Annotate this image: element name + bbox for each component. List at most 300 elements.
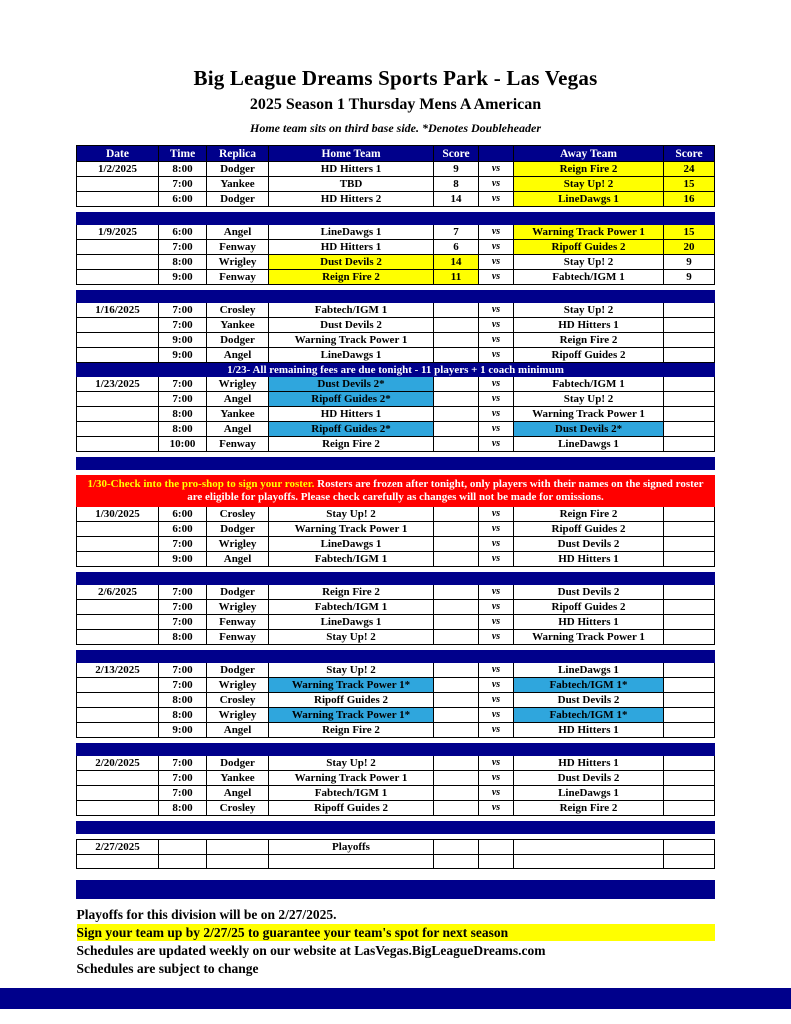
- away-score-cell: 15: [664, 225, 715, 240]
- vs-cell: vs: [479, 270, 514, 285]
- home-score-cell: [434, 840, 479, 855]
- replica-cell: [207, 840, 269, 855]
- vs-cell: vs: [479, 177, 514, 192]
- vs-cell: vs: [479, 225, 514, 240]
- away-score-cell: [664, 708, 715, 723]
- schedule-row: [77, 786, 715, 801]
- home-score-cell: [434, 407, 479, 422]
- time-cell: 7:00: [159, 318, 207, 333]
- vs-cell: vs: [479, 801, 514, 816]
- time-cell: 8:00: [159, 255, 207, 270]
- home-score-cell: [434, 377, 479, 392]
- replica-cell: Fenway: [207, 630, 269, 645]
- away-team-cell: Fabtech/IGM 1*: [514, 708, 664, 723]
- schedule-table-body: [77, 162, 715, 899]
- home-score-cell: [434, 693, 479, 708]
- away-team-column-header: Away Team: [514, 146, 664, 162]
- time-cell: 7:00: [159, 392, 207, 407]
- vs-cell: vs: [479, 723, 514, 738]
- schedule-row: [77, 678, 715, 693]
- away-team-cell: HD Hitters 1: [514, 723, 664, 738]
- replica-cell: Angel: [207, 786, 269, 801]
- away-score-cell: 9: [664, 270, 715, 285]
- navy-divider: [77, 573, 715, 585]
- home-team-cell: Fabtech/IGM 1: [269, 303, 434, 318]
- home-score-cell: [434, 723, 479, 738]
- schedule-row: [77, 855, 715, 869]
- date-cell: [77, 708, 159, 723]
- home-score-cell: [434, 801, 479, 816]
- home-team-cell: Stay Up! 2: [269, 663, 434, 678]
- away-team-cell: Fabtech/IGM 1: [514, 270, 664, 285]
- schedule-row: [77, 552, 715, 567]
- time-cell: 9:00: [159, 270, 207, 285]
- vs-cell: vs: [479, 348, 514, 363]
- replica-cell: Yankee: [207, 177, 269, 192]
- home-team-cell: Ripoff Guides 2: [269, 693, 434, 708]
- home-score-cell: [434, 333, 479, 348]
- date-cell: [77, 348, 159, 363]
- away-team-cell: Fabtech/IGM 1: [514, 377, 664, 392]
- home-score-cell: 14: [434, 192, 479, 207]
- schedule-row: [77, 437, 715, 452]
- away-team-cell: Dust Devils 2: [514, 537, 664, 552]
- vs-cell: vs: [479, 786, 514, 801]
- home-team-cell: Warning Track Power 1*: [269, 678, 434, 693]
- date-cell: [77, 771, 159, 786]
- home-team-cell: Fabtech/IGM 1: [269, 600, 434, 615]
- schedule-row: [77, 693, 715, 708]
- replica-cell: Angel: [207, 723, 269, 738]
- time-cell: 7:00: [159, 771, 207, 786]
- time-cell: 6:00: [159, 225, 207, 240]
- vs-column-header: [479, 146, 514, 162]
- away-score-cell: [664, 303, 715, 318]
- time-cell: 7:00: [159, 240, 207, 255]
- home-team-note: Home team sits on third base side. *Denotes Doubleheader: [250, 121, 541, 135]
- away-team-cell: Warning Track Power 1: [514, 407, 664, 422]
- date-cell: [77, 522, 159, 537]
- away-team-cell: HD Hitters 1: [514, 552, 664, 567]
- home-team-cell: LineDawgs 1: [269, 225, 434, 240]
- page-title: Big League Dreams Sports Park - Las Vegas: [193, 66, 598, 90]
- away-score-cell: [664, 422, 715, 437]
- replica-cell: Angel: [207, 422, 269, 437]
- schedule-row: [77, 407, 715, 422]
- time-cell: 9:00: [159, 723, 207, 738]
- navy-divider: [77, 651, 715, 663]
- time-cell: 7:00: [159, 600, 207, 615]
- time-cell: 8:00: [159, 407, 207, 422]
- schedule-table: [76, 145, 715, 899]
- vs-cell: vs: [479, 392, 514, 407]
- replica-cell: Fenway: [207, 240, 269, 255]
- vs-cell: vs: [479, 333, 514, 348]
- away-score-column-header: Score: [664, 146, 715, 162]
- away-team-cell: Reign Fire 2: [514, 507, 664, 522]
- home-team-cell: Ripoff Guides 2*: [269, 422, 434, 437]
- time-cell: 9:00: [159, 333, 207, 348]
- replica-cell: Fenway: [207, 437, 269, 452]
- schedule-row: [77, 507, 715, 522]
- away-score-cell: 24: [664, 162, 715, 177]
- home-team-cell: Warning Track Power 1*: [269, 708, 434, 723]
- home-team-cell: HD Hitters 2: [269, 192, 434, 207]
- vs-cell: vs: [479, 303, 514, 318]
- date-cell: [77, 537, 159, 552]
- home-score-cell: [434, 437, 479, 452]
- home-score-cell: [434, 771, 479, 786]
- away-score-cell: [664, 663, 715, 678]
- schedule-row: [77, 422, 715, 437]
- replica-cell: Wrigley: [207, 537, 269, 552]
- replica-cell: Fenway: [207, 270, 269, 285]
- replica-cell: Wrigley: [207, 708, 269, 723]
- vs-cell: vs: [479, 708, 514, 723]
- vs-cell: vs: [479, 437, 514, 452]
- divider-row: [77, 291, 715, 303]
- away-score-cell: 20: [664, 240, 715, 255]
- time-cell: 8:00: [159, 422, 207, 437]
- schedule-row: [77, 177, 715, 192]
- home-team-cell: LineDawgs 1: [269, 537, 434, 552]
- footer-line: Sign your team up by 2/27/25 to guarantee your team's spot for next season: [77, 924, 715, 941]
- vs-cell: vs: [479, 615, 514, 630]
- away-score-cell: [664, 840, 715, 855]
- date-cell: [77, 693, 159, 708]
- date-cell: 2/20/2025: [77, 756, 159, 771]
- home-team-cell: Fabtech/IGM 1: [269, 786, 434, 801]
- home-score-cell: 7: [434, 225, 479, 240]
- away-score-cell: 15: [664, 177, 715, 192]
- schedule-row: [77, 801, 715, 816]
- date-cell: 1/30/2025: [77, 507, 159, 522]
- vs-cell: vs: [479, 192, 514, 207]
- home-team-cell: Playoffs: [269, 840, 434, 855]
- vs-cell: vs: [479, 162, 514, 177]
- away-score-cell: [664, 392, 715, 407]
- date-cell: [77, 786, 159, 801]
- vs-cell: vs: [479, 756, 514, 771]
- replica-cell: Fenway: [207, 615, 269, 630]
- away-team-cell: LineDawgs 1: [514, 786, 664, 801]
- replica-cell: Crosley: [207, 507, 269, 522]
- away-score-cell: [664, 348, 715, 363]
- replica-cell: Yankee: [207, 318, 269, 333]
- away-team-cell: Dust Devils 2: [514, 693, 664, 708]
- date-cell: [77, 407, 159, 422]
- schedule-row: [77, 630, 715, 645]
- divider-row: [77, 213, 715, 225]
- home-score-cell: [434, 615, 479, 630]
- date-cell: [77, 600, 159, 615]
- date-cell: 1/23/2025: [77, 377, 159, 392]
- replica-cell: Angel: [207, 225, 269, 240]
- schedule-row: [77, 192, 715, 207]
- vs-cell: vs: [479, 407, 514, 422]
- home-score-cell: [434, 600, 479, 615]
- vs-cell: vs: [479, 255, 514, 270]
- vs-cell: vs: [479, 630, 514, 645]
- time-cell: 7:00: [159, 377, 207, 392]
- date-cell: [77, 615, 159, 630]
- date-cell: [77, 255, 159, 270]
- time-cell: 6:00: [159, 192, 207, 207]
- date-cell: [77, 630, 159, 645]
- home-score-cell: [434, 756, 479, 771]
- vs-cell: vs: [479, 663, 514, 678]
- home-score-cell: 9: [434, 162, 479, 177]
- away-score-cell: [664, 437, 715, 452]
- vs-cell: vs: [479, 537, 514, 552]
- away-team-cell: Warning Track Power 1: [514, 225, 664, 240]
- footer-line: Playoffs for this division will be on 2/27/2025.: [76, 907, 337, 922]
- home-score-cell: [434, 585, 479, 600]
- away-score-cell: [664, 756, 715, 771]
- time-cell: 7:00: [159, 303, 207, 318]
- home-score-cell: [434, 318, 479, 333]
- away-team-cell: Fabtech/IGM 1*: [514, 678, 664, 693]
- time-cell: 7:00: [159, 786, 207, 801]
- season-subtitle: 2025 Season 1 Thursday Mens A American: [249, 96, 542, 113]
- away-score-cell: [664, 678, 715, 693]
- home-score-cell: [434, 537, 479, 552]
- replica-cell: Wrigley: [207, 255, 269, 270]
- vs-cell: [479, 840, 514, 855]
- home-score-cell: [434, 786, 479, 801]
- home-score-cell: [434, 855, 479, 869]
- date-cell: [77, 240, 159, 255]
- away-team-cell: Ripoff Guides 2: [514, 348, 664, 363]
- home-team-cell: LineDawgs 1: [269, 348, 434, 363]
- home-score-cell: [434, 392, 479, 407]
- home-team-cell: Dust Devils 2: [269, 318, 434, 333]
- navy-divider: [77, 458, 715, 470]
- replica-cell: Wrigley: [207, 600, 269, 615]
- schedule-row: [77, 162, 715, 177]
- date-cell: 1/2/2025: [77, 162, 159, 177]
- time-cell: 8:00: [159, 801, 207, 816]
- footer-line: Schedules are updated weekly on our website at LasVegas.BigLeagueDreams.com: [76, 943, 546, 958]
- time-cell: 6:00: [159, 522, 207, 537]
- away-score-cell: [664, 630, 715, 645]
- away-team-cell: Dust Devils 2: [514, 771, 664, 786]
- schedule-row: [77, 756, 715, 771]
- away-team-cell: HD Hitters 1: [514, 318, 664, 333]
- time-cell: 10:00: [159, 437, 207, 452]
- home-team-cell: HD Hitters 1: [269, 407, 434, 422]
- date-cell: [77, 855, 159, 869]
- vs-cell: vs: [479, 522, 514, 537]
- away-score-cell: [664, 377, 715, 392]
- schedule-row: [77, 348, 715, 363]
- replica-cell: Wrigley: [207, 678, 269, 693]
- schedule-row: [77, 522, 715, 537]
- home-score-column-header: Score: [434, 146, 479, 162]
- time-cell: 8:00: [159, 693, 207, 708]
- replica-cell: Crosley: [207, 693, 269, 708]
- away-team-cell: LineDawgs 1: [514, 192, 664, 207]
- away-score-cell: [664, 693, 715, 708]
- replica-cell: Dodger: [207, 522, 269, 537]
- away-score-cell: [664, 318, 715, 333]
- home-team-cell: Dust Devils 2*: [269, 377, 434, 392]
- away-team-cell: Reign Fire 2: [514, 162, 664, 177]
- time-column-header: Time: [159, 146, 207, 162]
- navy-divider: [77, 822, 715, 834]
- replica-cell: Angel: [207, 348, 269, 363]
- date-cell: 2/6/2025: [77, 585, 159, 600]
- schedule-row: [77, 600, 715, 615]
- home-team-cell: HD Hitters 1: [269, 240, 434, 255]
- table-header-row: [77, 146, 715, 162]
- away-team-cell: LineDawgs 1: [514, 437, 664, 452]
- time-cell: 9:00: [159, 348, 207, 363]
- divider-row: [77, 744, 715, 756]
- date-cell: [77, 723, 159, 738]
- date-cell: [77, 437, 159, 452]
- schedule-row: [77, 270, 715, 285]
- time-cell: [159, 840, 207, 855]
- schedule-row: [77, 585, 715, 600]
- away-team-cell: Stay Up! 2: [514, 303, 664, 318]
- time-cell: 6:00: [159, 507, 207, 522]
- home-team-cell: TBD: [269, 177, 434, 192]
- home-score-cell: 11: [434, 270, 479, 285]
- away-team-cell: LineDawgs 1: [514, 663, 664, 678]
- away-score-cell: [664, 537, 715, 552]
- divider-row: [77, 651, 715, 663]
- schedule-row: [77, 615, 715, 630]
- home-score-cell: [434, 663, 479, 678]
- away-team-cell: Reign Fire 2: [514, 801, 664, 816]
- vs-cell: vs: [479, 507, 514, 522]
- replica-cell: Angel: [207, 552, 269, 567]
- home-score-cell: [434, 507, 479, 522]
- navy-divider: [77, 881, 715, 899]
- away-score-cell: [664, 507, 715, 522]
- away-team-cell: Ripoff Guides 2: [514, 240, 664, 255]
- date-cell: [77, 177, 159, 192]
- home-score-cell: [434, 708, 479, 723]
- schedule-row: [77, 723, 715, 738]
- vs-cell: vs: [479, 693, 514, 708]
- schedule-row: [77, 392, 715, 407]
- date-cell: [77, 270, 159, 285]
- divider-row: [77, 573, 715, 585]
- replica-cell: Crosley: [207, 801, 269, 816]
- replica-cell: Dodger: [207, 756, 269, 771]
- time-cell: 7:00: [159, 756, 207, 771]
- divider-row: [77, 458, 715, 470]
- time-cell: 7:00: [159, 663, 207, 678]
- time-cell: 7:00: [159, 585, 207, 600]
- home-score-cell: [434, 630, 479, 645]
- replica-cell: Crosley: [207, 303, 269, 318]
- schedule-row: [77, 377, 715, 392]
- home-team-cell: Ripoff Guides 2*: [269, 392, 434, 407]
- home-score-cell: 6: [434, 240, 479, 255]
- home-score-cell: 14: [434, 255, 479, 270]
- home-score-cell: [434, 303, 479, 318]
- home-team-cell: Ripoff Guides 2: [269, 801, 434, 816]
- away-score-cell: [664, 333, 715, 348]
- away-team-cell: HD Hitters 1: [514, 756, 664, 771]
- away-score-cell: [664, 615, 715, 630]
- replica-cell: Yankee: [207, 407, 269, 422]
- schedule-row: [77, 240, 715, 255]
- time-cell: 7:00: [159, 177, 207, 192]
- replica-cell: Dodger: [207, 192, 269, 207]
- vs-cell: vs: [479, 678, 514, 693]
- time-cell: 8:00: [159, 708, 207, 723]
- home-score-cell: [434, 348, 479, 363]
- divider-row: [77, 881, 715, 899]
- schedule-row: [77, 255, 715, 270]
- date-cell: [77, 333, 159, 348]
- date-cell: 2/27/2025: [77, 840, 159, 855]
- replica-cell: Dodger: [207, 585, 269, 600]
- home-team-cell: Fabtech/IGM 1: [269, 552, 434, 567]
- footer-line: Schedules are subject to change: [76, 961, 259, 976]
- away-team-cell: Warning Track Power 1: [514, 630, 664, 645]
- time-cell: 8:00: [159, 630, 207, 645]
- away-score-cell: [664, 723, 715, 738]
- vs-cell: vs: [479, 771, 514, 786]
- page-header: [0, 0, 791, 136]
- time-cell: 7:00: [159, 678, 207, 693]
- schedule-row: [77, 303, 715, 318]
- away-team-cell: Stay Up! 2: [514, 392, 664, 407]
- replica-column-header: Replica: [207, 146, 269, 162]
- home-team-cell: Stay Up! 2: [269, 507, 434, 522]
- away-team-cell: [514, 855, 664, 869]
- vs-cell: vs: [479, 422, 514, 437]
- away-score-cell: [664, 855, 715, 869]
- date-cell: [77, 801, 159, 816]
- home-team-cell: Warning Track Power 1: [269, 771, 434, 786]
- schedule-row: [77, 537, 715, 552]
- home-score-cell: [434, 678, 479, 693]
- vs-cell: vs: [479, 240, 514, 255]
- away-team-cell: Ripoff Guides 2: [514, 522, 664, 537]
- home-score-cell: 8: [434, 177, 479, 192]
- roster-alert-body-text: Rosters are frozen after tonight, only players with their names on the signed roster are eligible for playoffs. Please check carefully as changes will not be made for omissions.: [187, 478, 704, 503]
- vs-cell: [479, 855, 514, 869]
- home-score-cell: [434, 552, 479, 567]
- date-column-header: Date: [77, 146, 159, 162]
- home-team-cell: Reign Fire 2: [269, 270, 434, 285]
- vs-cell: vs: [479, 318, 514, 333]
- home-team-cell: Stay Up! 2: [269, 756, 434, 771]
- time-cell: 8:00: [159, 162, 207, 177]
- schedule-row: [77, 333, 715, 348]
- navy-divider: [77, 291, 715, 303]
- fees-notice-text: 1/23- All remaining fees are due tonight - 11 players + 1 coach minimum: [77, 363, 715, 377]
- away-score-cell: [664, 407, 715, 422]
- date-cell: [77, 678, 159, 693]
- vs-cell: vs: [479, 377, 514, 392]
- date-cell: [77, 192, 159, 207]
- away-score-cell: [664, 522, 715, 537]
- navy-divider: [77, 744, 715, 756]
- home-team-cell: Warning Track Power 1: [269, 333, 434, 348]
- date-cell: [77, 392, 159, 407]
- schedule-row: [77, 663, 715, 678]
- date-cell: [77, 552, 159, 567]
- away-team-cell: Ripoff Guides 2: [514, 600, 664, 615]
- home-team-cell: Dust Devils 2: [269, 255, 434, 270]
